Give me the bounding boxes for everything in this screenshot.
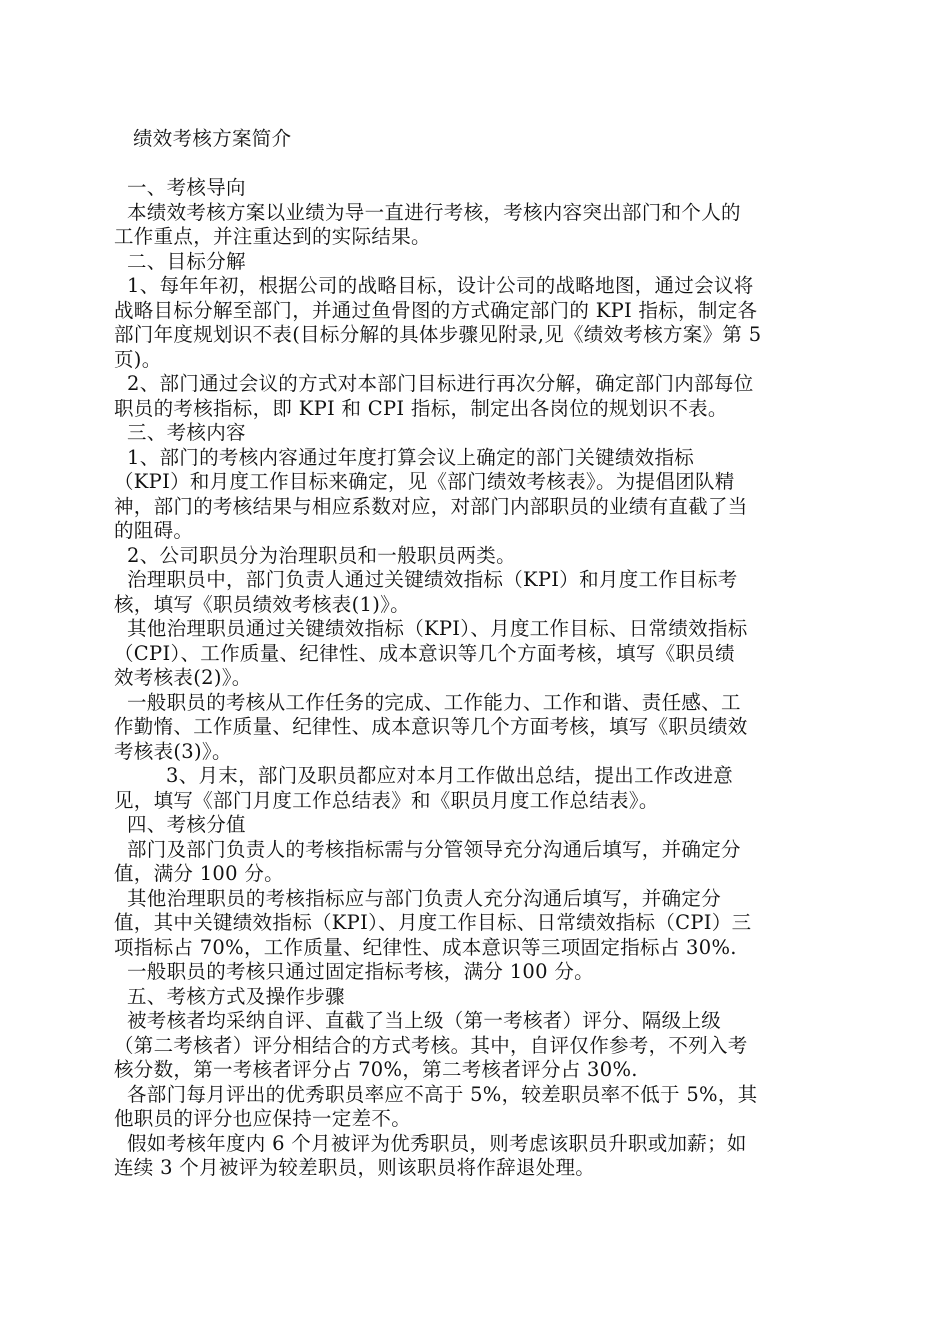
- body-line: 一般职员的考核只通过固定指标考核，满分 100 分。: [114, 960, 594, 983]
- body-line: 页)。: [114, 347, 162, 371]
- body-line: 2、公司职员分为治理职员和一般职员两类。: [114, 543, 516, 567]
- body-line: 值，满分 100 分。: [114, 862, 284, 885]
- body-line: 核分数，第一考核者评分占 70%，第二考核者评分占 30%.: [114, 1058, 638, 1081]
- body-line: 的阻碍。: [114, 519, 194, 542]
- body-line: 1、每年年初，根据公司的战略目标，设计公司的战略地图，通过会议将: [114, 274, 754, 297]
- body-line: 其他治理职员通过关键绩效指标（KPI）、月度工作目标、日常绩效指标: [114, 617, 748, 640]
- body-line: 见，填写《部门月度工作总结表》和《职员月度工作总结表》。: [114, 788, 659, 812]
- body-line: 各部门每月评出的优秀职员率应不高于 5%，较差职员率不低于 5%，其: [114, 1082, 758, 1106]
- body-line: 本绩效考核方案以业绩为导一直进行考核，考核内容突出部门和个人的: [114, 200, 741, 224]
- body-line: 一、考核导向: [114, 176, 246, 199]
- body-line: （CPI）、工作质量、纪律性、成本意识等几个方面考核，填写《职员绩: [114, 641, 735, 665]
- body-line: 部门及部门负责人的考核指标需与分管领导充分沟通后填写，并确定分: [114, 837, 741, 861]
- body-line: 考核表(3)》。: [114, 739, 232, 763]
- body-line: 被考核者均采纳自评、直截了当上级（第一考核者）评分、隔级上级: [114, 1009, 721, 1032]
- body-line: 作勤惰、工作质量、纪律性、成本意识等几个方面考核，填写《职员绩效: [114, 715, 748, 738]
- body-line: 三、考核内容: [114, 421, 246, 444]
- body-line: 项指标占 70%，工作质量、纪律性、成本意识等三项固定指标占 30%.: [114, 935, 737, 959]
- body-line: 战略目标分解至部门，并通过鱼骨图的方式确定部门的 KPI 指标，制定各: [114, 298, 758, 322]
- body-line: 核，填写《职员绩效考核表(1)》。: [114, 592, 410, 616]
- body-line: 2、部门通过会议的方式对本部门目标进行再次分解，确定部门内部每位: [114, 372, 754, 395]
- body-line: 假如考核年度内 6 个月被评为优秀职员，则考虑该职员升职或加薪；如: [114, 1131, 747, 1155]
- body-line: 值，其中关键绩效指标（KPI）、月度工作目标、日常绩效指标（CPI）三: [114, 911, 752, 934]
- body-line: 部门年度规划识不表(目标分解的具体步骤见附录,见《绩效考核方案》第 5: [114, 323, 762, 346]
- body-line: 工作重点，并注重达到的实际结果。: [114, 225, 431, 248]
- body-line: （KPI）和月度工作目标来确定，见《部门绩效考核表》。为提倡团队精: [114, 470, 735, 493]
- body-line: 1、部门的考核内容通过年度打算会议上确定的部门关键绩效指标: [114, 445, 695, 469]
- body-line: 五、考核方式及操作步骤: [114, 984, 345, 1008]
- document-title: 绩效考核方案简介: [133, 127, 292, 150]
- body-line: 四、考核分值: [114, 813, 246, 836]
- body-line: 连续 3 个月被评为较差职员，则该职员将作辞退处理。: [114, 1156, 596, 1179]
- body-line: （第二考核者）评分相结合的方式考核。其中，自评仅作参考，不列入考: [114, 1033, 748, 1057]
- body-line: 治理职员中，部门负责人通过关键绩效指标（KPI）和月度工作目标考: [114, 568, 738, 591]
- body-line: 二、目标分解: [114, 249, 246, 273]
- body-line: 神，部门的考核结果与相应系数对应，对部门内部职员的业绩有直截了当: [114, 494, 748, 518]
- body-line: 效考核表(2)》。: [114, 666, 252, 689]
- body-line: 其他治理职员的考核指标应与部门负责人充分沟通后填写，并确定分: [114, 886, 721, 910]
- body-line: 3、月末，部门及职员都应对本月工作做出总结，提出工作改进意: [114, 764, 734, 787]
- body-line: 一般职员的考核从工作任务的完成、工作能力、工作和谐、责任感、工: [114, 690, 741, 714]
- body-line: 他职员的评分也应保持一定差不。: [114, 1107, 412, 1130]
- body-line: 职员的考核指标，即 KPI 和 CPI 指标，制定出各岗位的规划识不表。: [114, 396, 728, 420]
